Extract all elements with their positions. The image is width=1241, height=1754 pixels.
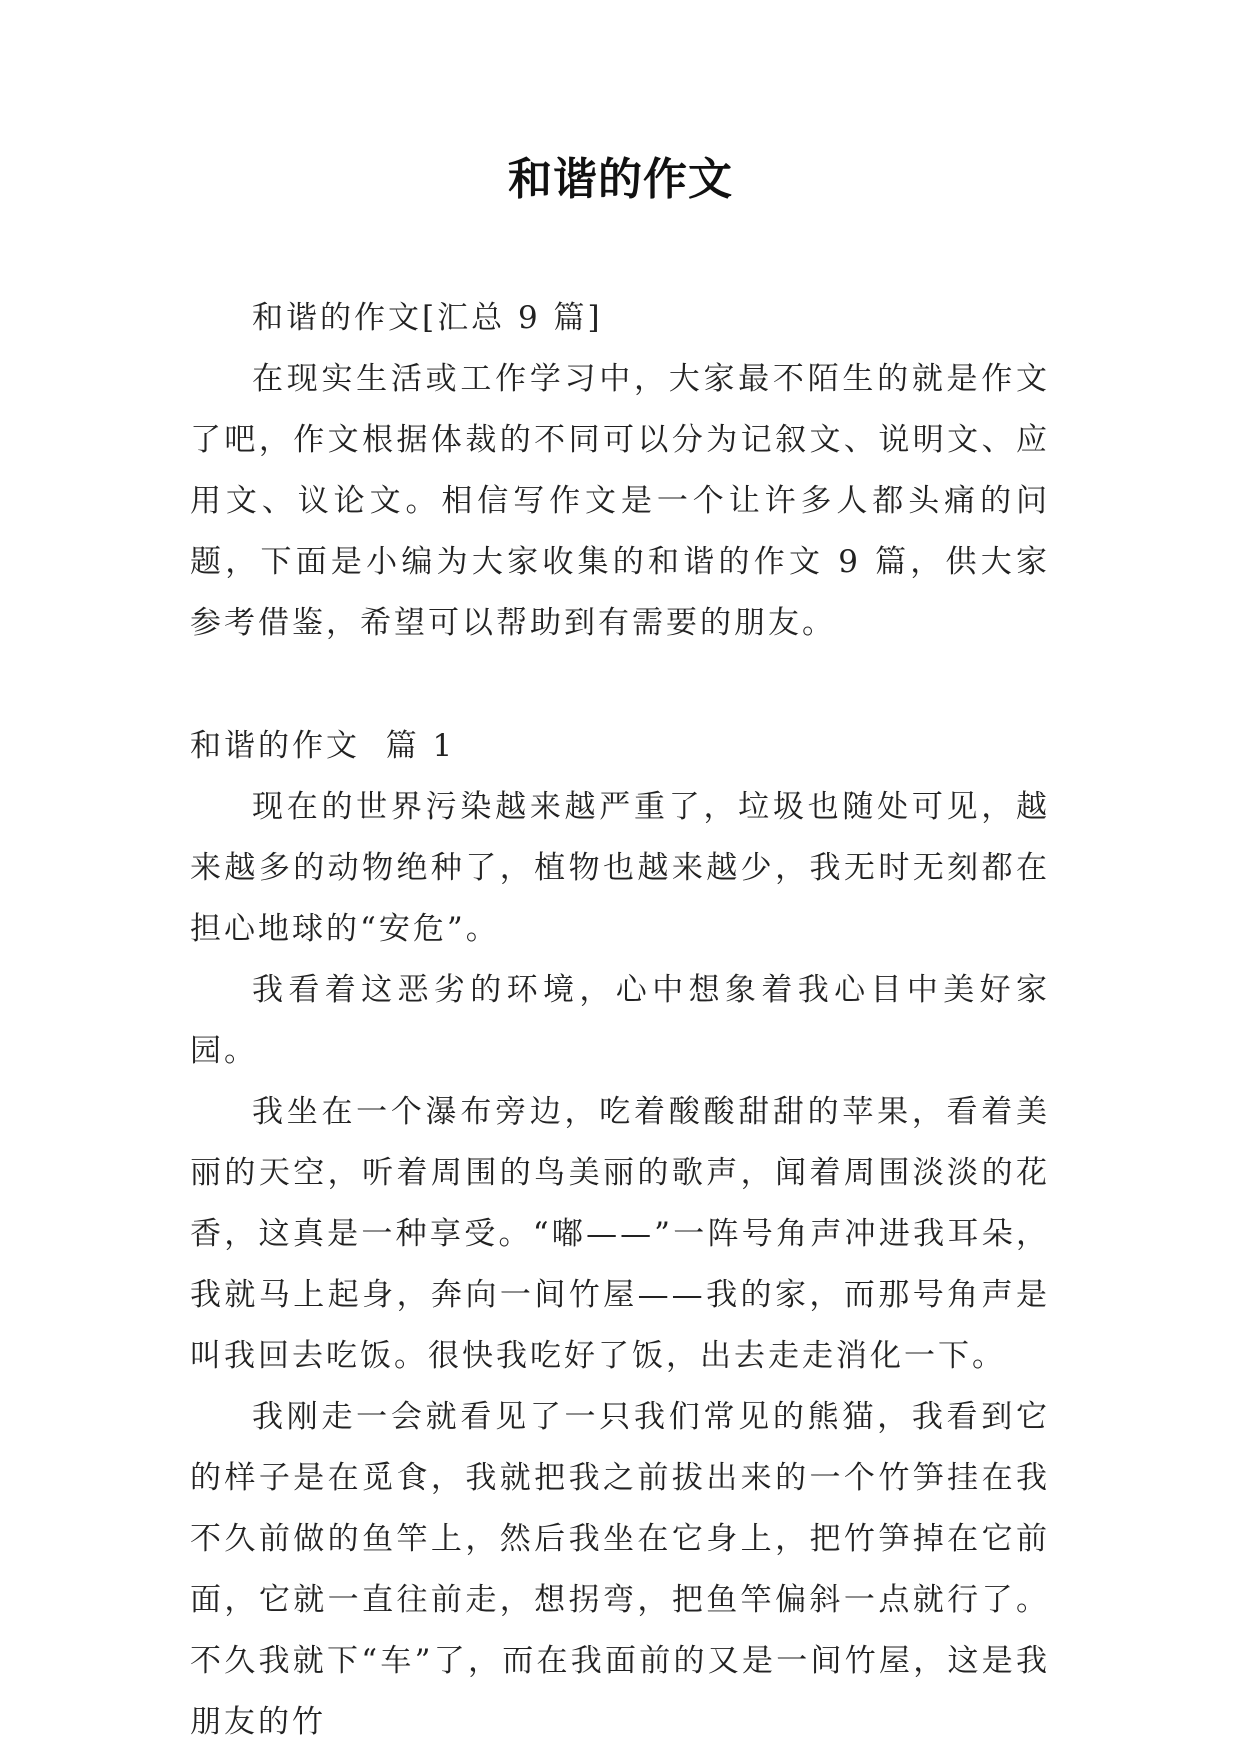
section-1-heading: 和谐的作文 篇 1 [190,728,456,764]
document-body [190,288,1050,1753]
section-1-paragraph-3: 我坐在一个瀑布旁边，吃着酸酸甜甜的苹果，看着美丽的天空，听着周围的鸟美丽的歌声，闻着周围淡淡的花香，这真是一种享受。“嘟——”一阵号角声冲进我耳朵，我就马上起身，奔向一间竹屋——我的家，而那号角声是叫我回去吃饭。很快我吃好了饭，出去走走消化一下。 [190,1094,1050,1374]
section-1-paragraph-1: 现在的世界污染越来越严重了，垃圾也随处可见，越来越多的动物绝种了，植物也越来越少，我无时无刻都在担心地球的“安危”。 [190,789,1050,947]
subtitle-line: 和谐的作文[汇总 9 篇] [252,300,603,336]
section-spacer [190,654,1050,716]
section-1-paragraph-4: 我刚走一会就看见了一只我们常见的熊猫，我看到它的样子是在觅食，我就把我之前拔出来的一个竹笋挂在我不久前做的鱼竿上，然后我坐在它身上，把竹笋掉在它前面，它就一直往前走，想拐弯，把鱼竿偏斜一点就行了。不久我就下“车”了，而在我面前的又是一间竹屋，这是我朋友的竹 [190,1399,1050,1740]
document-title: 和谐的作文 [508,154,733,205]
intro-paragraph: 在现实生活或工作学习中，大家最不陌生的就是作文了吧，作文根据体裁的不同可以分为记叙文、说明文、应用文、议论文。相信写作文是一个让许多人都头痛的问题，下面是小编为大家收集的和谐的作文 9 篇，供大家参考借鉴，希望可以帮助到有需要的朋友。 [190,361,1050,641]
section-1-paragraph-2: 我看着这恶劣的环境，心中想象着我心目中美好家园。 [190,972,1050,1069]
